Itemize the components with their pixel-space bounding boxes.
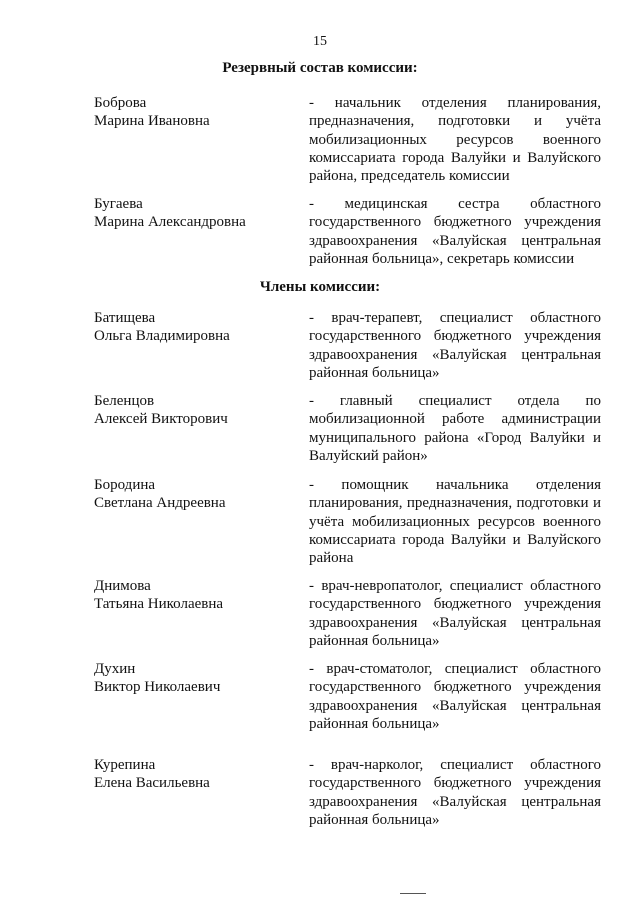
member-role: - врач-нарколог, специалист областного государственного бюджетного учреждения здравоохранения «Валуйская центральная районная больница» [309, 757, 601, 828]
member-name [94, 476, 294, 513]
member-name [94, 309, 294, 346]
member-given-names: Ольга Владимировна [94, 328, 230, 345]
members-section-heading: Члены комиссии: [259, 279, 381, 295]
member-name [94, 577, 294, 614]
member-surname: Бугаева [94, 196, 143, 212]
member-given-names: Алексей Викторович [94, 411, 228, 428]
member-name [94, 392, 294, 429]
reserve-section-heading: Резервный состав комиссии: [222, 60, 418, 76]
member-role: - помощник начальника отделения планирования, предназначения, подготовки и учёта мобилизационных ресурсов военного комиссариата города Валуйки и Валуйского района [309, 477, 601, 567]
member-name [94, 660, 294, 697]
member-role: - главный специалист отдела по мобилизационной работе администрации муниципального района «Город Валуйки и Валуйский район» [309, 393, 601, 464]
member-given-names: Марина Александровна [94, 214, 246, 231]
member-given-names: Елена Васильевна [94, 775, 210, 792]
member-given-names: Виктор Николаевич [94, 679, 221, 696]
member-name [94, 195, 294, 232]
member-role: - врач-стоматолог, специалист областного государственного бюджетного учреждения здравоохранения «Валуйская центральная районная больница» [309, 661, 601, 732]
member-given-names: Марина Ивановна [94, 113, 210, 130]
member-given-names: Светлана Андреевна [94, 495, 226, 512]
member-surname: Днимова [94, 578, 151, 594]
member-role: - начальник отделения планирования, предназначения, подготовки и учёта мобилизационных ресурсов военного комиссариата города Валуйки и Валуйского района, председатель комиссии [309, 95, 601, 185]
footer-divider [400, 893, 426, 894]
member-role: - врач-терапевт, специалист областного государственного бюджетного учреждения здравоохранения «Валуйская центральная районная больница» [309, 310, 601, 381]
member-surname: Батищева [94, 310, 156, 326]
member-surname: Боброва [94, 95, 147, 111]
member-surname: Беленцов [94, 393, 155, 409]
member-name [94, 94, 294, 131]
member-given-names: Татьяна Николаевна [94, 596, 224, 613]
member-role: - врач-невропатолог, специалист областного государственного бюджетного учреждения здравоохранения «Валуйская центральная районная больница» [309, 578, 601, 649]
member-name [94, 756, 294, 793]
page-number: 15 [313, 34, 327, 49]
member-surname: Духин [94, 661, 136, 677]
member-surname: Бородина [94, 477, 156, 493]
member-surname: Курепина [94, 757, 156, 773]
member-role: - медицинская сестра областного государственного бюджетного учреждения здравоохранения «Валуйская центральная районная больница», секретарь комиссии [309, 196, 601, 267]
